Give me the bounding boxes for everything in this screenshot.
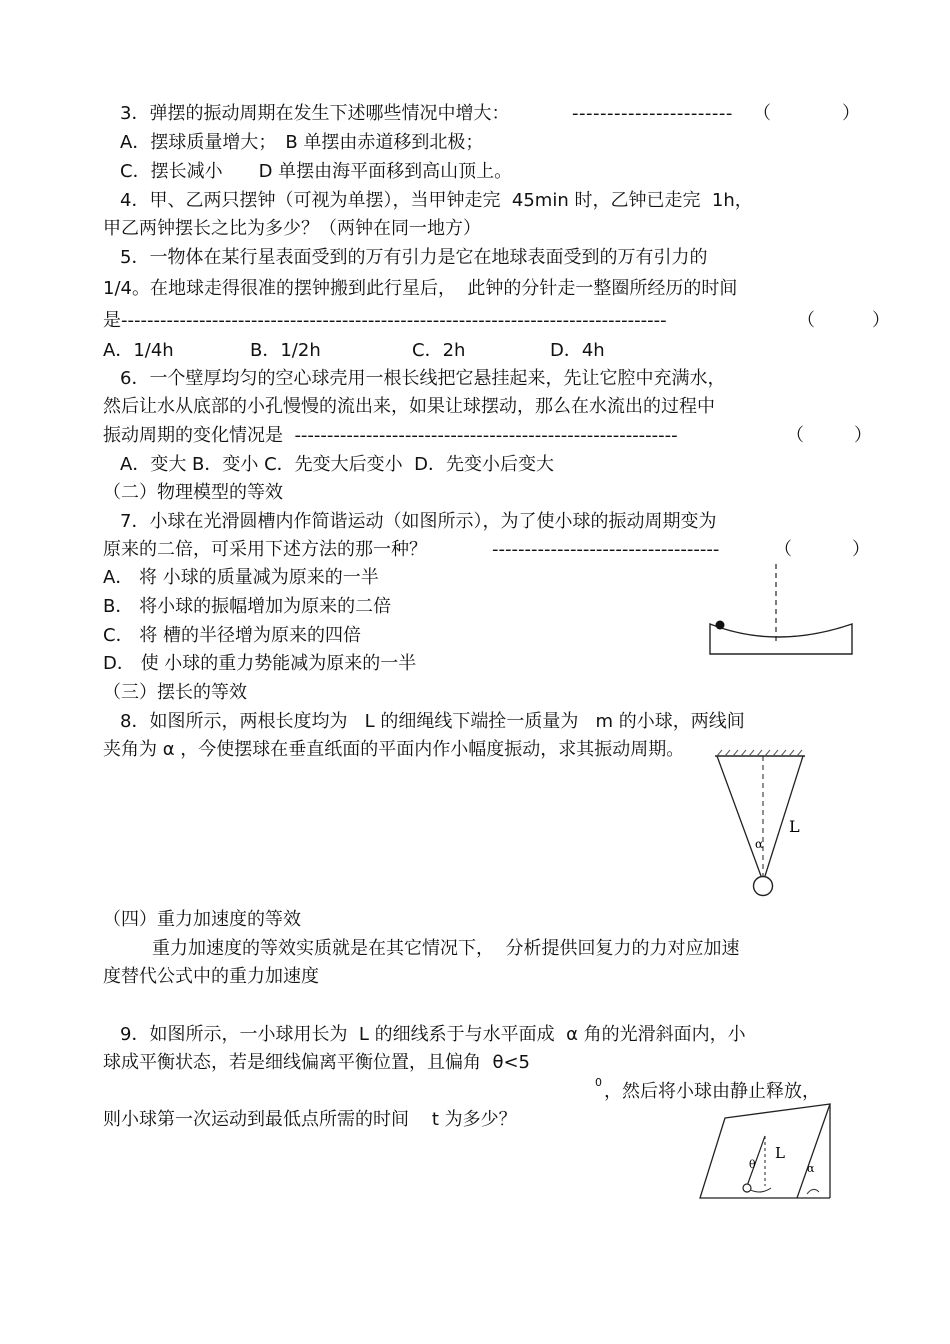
q3-dashes: -----------------------: [572, 103, 733, 124]
right-string: [765, 756, 803, 876]
q9-line-1: 9．如图所示，一小球用长为 L 的细线系于与水平面成 α 角的光滑斜面内，小: [120, 1024, 746, 1045]
q5-line-1: 5．一物体在某行星表面受到的万有引力是它在地球表面受到的万有引力的: [120, 247, 708, 268]
section-4-para-line-2: 度替代公式中的重力加速度: [103, 966, 319, 987]
q3-options-ab: A．摆球质量增大； B 单摆由赤道移到北极；: [120, 132, 484, 153]
q9-line-4: 则小球第一次运动到最低点所需的时间 t 为多少？: [103, 1109, 517, 1130]
q6-line-3: 振动周期的变化情况是 -----------------------------------------------------------: [103, 425, 678, 446]
v-pendulum-figure: [705, 748, 815, 900]
length-label: L: [789, 817, 800, 836]
section-4-para-line-1: 重力加速度的等效实质就是在其它情况下， 分析提供回复力的力对应加速: [152, 938, 740, 959]
q6-line-1: 6．一个壁厚均匀的空心球壳用一根长线把它悬挂起来，先让它腔中充满水，: [120, 368, 726, 389]
q9-superscript: 0: [595, 1076, 602, 1089]
q3-paren-open: （: [753, 103, 771, 124]
q9-line-2: 球成平衡状态，若是细线偏离平衡位置，且偏角 θ<5: [103, 1052, 530, 1073]
q7-option-b: B． 将小球的振幅增加为原来的二倍: [103, 596, 392, 617]
groove-figure: [700, 558, 860, 658]
section-3-heading: （三）摆长的等效: [103, 682, 247, 703]
ceiling-hatch: [717, 750, 802, 756]
incline-ball: [743, 1184, 751, 1192]
q6-paren-open: （: [786, 425, 804, 446]
q5-option-b: B．1/2h: [250, 340, 321, 361]
incline-pendulum-figure: [695, 1100, 840, 1204]
q8-line-1: 8．如图所示，两根长度均为 L 的细绳线下端拴一质量为 m 的小球，两线间: [120, 711, 745, 732]
q3-stem: 3．弹摆的振动周期在发生下述哪些情况中增大：: [120, 103, 510, 124]
q7-option-a: A． 将 小球的质量减为原来的一半: [103, 567, 379, 588]
q5-option-a: A．1/4h: [103, 340, 174, 361]
q7-dashes: -----------------------------------: [492, 539, 720, 560]
q3-options-cd: C．摆长减小 D 单摆由海平面移到高山顶上。: [120, 161, 513, 182]
theta-label: θ: [749, 1158, 756, 1171]
q7-paren-close: ）: [852, 539, 870, 560]
q8-line-2: 夹角为 α ，今使摆球在垂直纸面的平面内作小幅度振动，求其振动周期。: [103, 739, 685, 760]
q9-line-3: ，然后将小球由静止释放，: [604, 1081, 820, 1102]
q5-paren-open: （: [797, 310, 815, 331]
incline-alpha-label: α: [807, 1162, 815, 1175]
q7-option-c: C． 将 槽的半径增为原来的四倍: [103, 625, 362, 646]
q6-line-2: 然后让水从底部的小孔慢慢的流出来，如果让球摆动，那么在水流出的过程中: [103, 396, 715, 417]
q4-line-2: 甲乙两钟摆长之比为多少？（两钟在同一地方）: [103, 218, 481, 239]
alpha-arc: [807, 1189, 819, 1194]
q6-paren-close: ）: [854, 425, 872, 446]
q7-line-2: 原来的二倍，可采用下述方法的那一种？: [103, 539, 427, 560]
q5-line-3: 是------------------------------------------------------------------------------------: [103, 310, 667, 331]
q5-option-c: C．2h: [412, 340, 466, 361]
pendulum-ball: [754, 877, 773, 896]
q5-option-d: D．4h: [550, 340, 605, 361]
q5-paren-close: ）: [872, 310, 890, 331]
left-string: [717, 756, 764, 876]
groove-ball: [716, 621, 725, 630]
section-2-heading: （二）物理模型的等效: [103, 482, 283, 503]
q3-paren-close: ）: [842, 103, 860, 124]
alpha-label: α: [755, 837, 764, 851]
q4-line-1: 4．甲、乙两只摆钟（可视为单摆），当甲钟走完 45min 时，乙钟已走完 1h，: [120, 190, 753, 211]
groove-body: [710, 624, 852, 654]
q6-options: A．变大 B．变小 C．先变大后变小 D．先变小后变大: [120, 454, 554, 475]
q7-paren-open: （: [774, 539, 792, 560]
q7-line-1: 7．小球在光滑圆槽内作简谐运动（如图所示），为了使小球的振动周期变为: [120, 511, 717, 532]
incline-length-label: L: [775, 1144, 785, 1162]
q5-line-2: 1/4。在地球走得很准的摆钟搬到此行星后， 此钟的分针走一整圈所经历的时间: [103, 278, 738, 299]
section-4-heading: （四）重力加速度的等效: [103, 909, 301, 930]
q7-option-d: D． 使 小球的重力势能减为原来的一半: [103, 653, 417, 674]
